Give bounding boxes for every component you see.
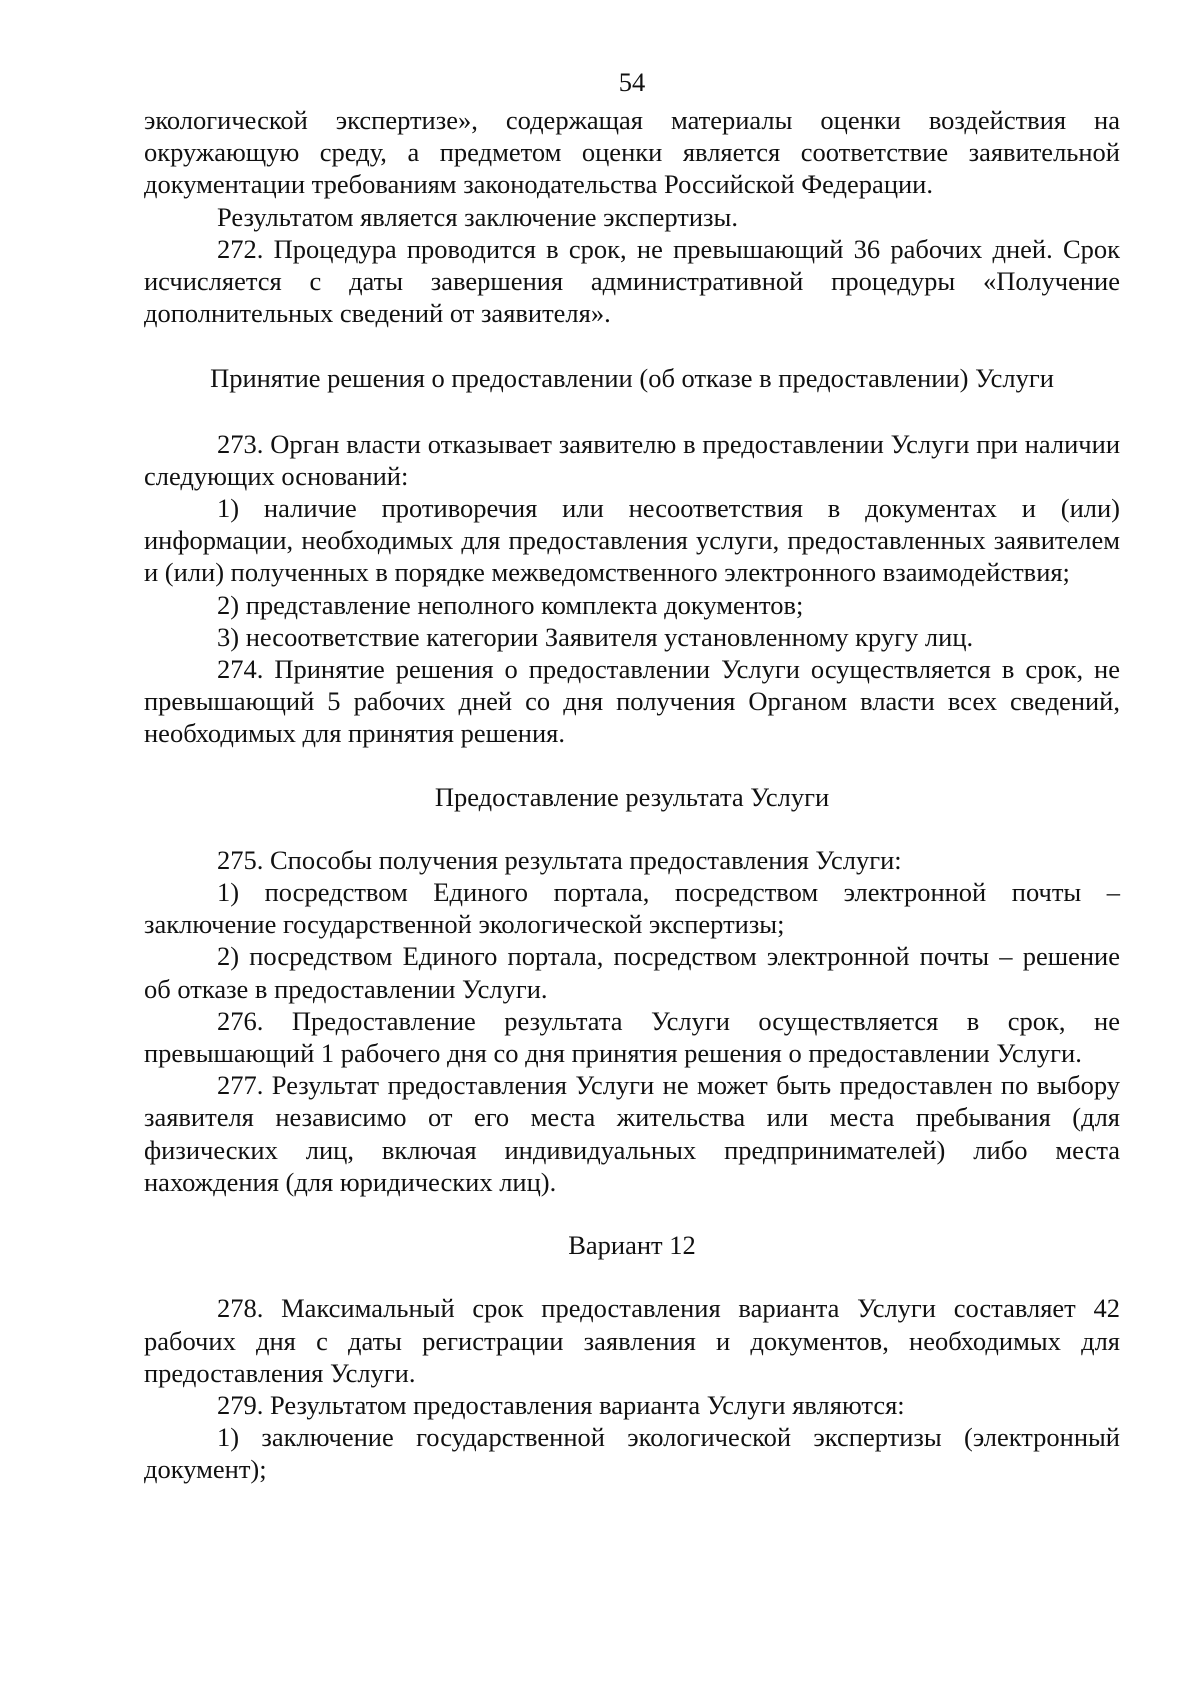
page-number: 54 (618, 67, 646, 97)
paragraph-274: 274. Принятие решения о предоставлении Услуги осуществляется в срок, не превышающий 5 рабочих дней со дня получения Органом власти всех сведений, необходимых для принятия решения. (144, 654, 1120, 749)
paragraph-277: 277. Результат предоставления Услуги не может быть предоставлен по выбору заявителя независимо от его места жительства или места пребывания (для физических лиц, включая индивидуальных предпринимателей) либо места нахождения (для юридических лиц). (144, 1070, 1120, 1197)
paragraph-272: 272. Процедура проводится в срок, не превышающий 36 рабочих дней. Срок исчисляется с даты завершения административной процедуры «Получение дополнительных сведений от заявителя». (144, 233, 1120, 329)
document-page (144, 66, 1120, 1486)
paragraph-273: 273. Орган власти отказывает заявителю в предоставлении Услуги при наличии следующих оснований: (144, 428, 1120, 491)
list-item-273-1: 1) наличие противоречия или несоответствия в документах и (или) информации, необходимых для предоставления услуги, предоставленных заявителем и (или) полученных в порядке межведомственного электронного взаимодействия; (144, 493, 1120, 588)
section-heading-decision: Принятие решения о предоставлении (об отказе в предоставлении) Услуги (210, 363, 1054, 394)
paragraph-279: 279. Результатом предоставления варианта Услуги являются: (217, 1389, 905, 1420)
paragraph-result: Результатом является заключение экспертизы. (217, 201, 738, 232)
list-item-275-2: 2) посредством Единого портала, посредством электронной почты – решение об отказе в предоставлении Услуги. (144, 941, 1120, 1004)
list-item-275-1: 1) посредством Единого портала, посредством электронной почты – заключение государственной экологической экспертизы; (144, 877, 1120, 940)
section-heading-result: Предоставление результата Услуги (434, 781, 830, 812)
paragraph-275: 275. Способы получения результата предоставления Услуги: (217, 844, 902, 875)
paragraph-276: 276. Предоставление результата Услуги осуществляется в срок, не превышающий 1 рабочего дня со дня принятия решения о предоставлении Услуги. (144, 1005, 1120, 1069)
section-heading-variant-12: Вариант 12 (568, 1230, 696, 1261)
list-item-273-3: 3) несоответствие категории Заявителя установленному кругу лиц. (217, 621, 974, 652)
paragraph-continuation: экологической экспертизе», содержащая материалы оценки воздействия на окружающую среду, а предметом оценки является соответствие заявительной документации требованиям законодательства Российской Федерации. (144, 105, 1120, 200)
list-item-279-1: 1) заключение государственной экологической экспертизы (электронный документ); (144, 1422, 1120, 1485)
list-item-273-2: 2) представление неполного комплекта документов; (217, 589, 804, 620)
paragraph-278: 278. Максимальный срок предоставления варианта Услуги составляет 42 рабочих дня с даты регистрации заявления и документов, необходимых для предоставления Услуги. (144, 1293, 1120, 1388)
